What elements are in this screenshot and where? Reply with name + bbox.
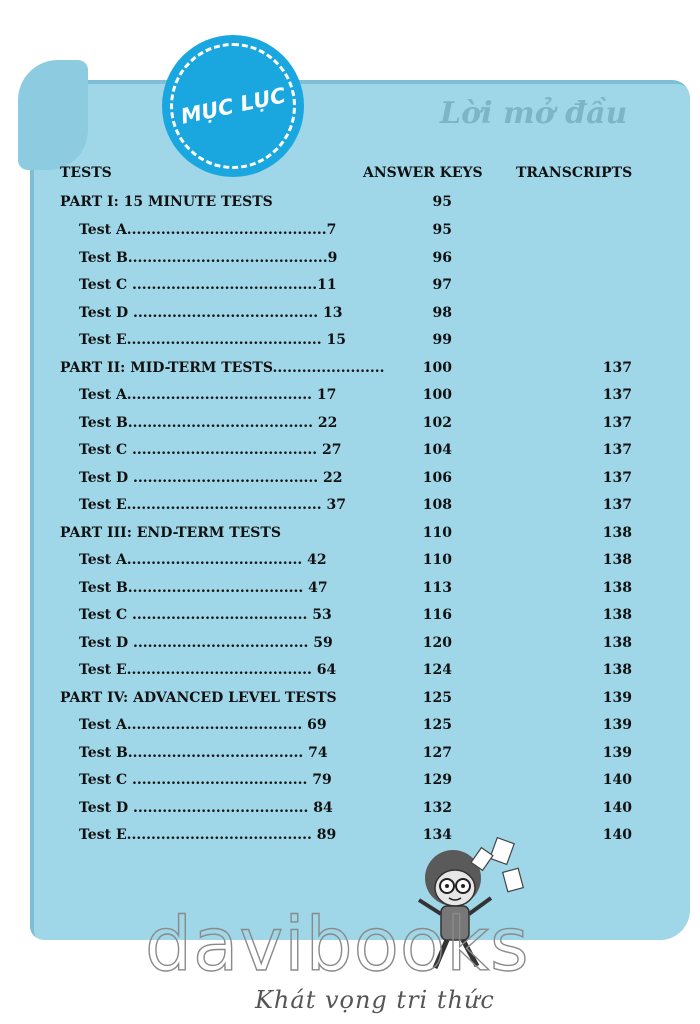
- answer-page: 100: [422, 387, 452, 403]
- brand-watermark: davibooks: [145, 902, 530, 988]
- transcript-page: 138: [602, 607, 632, 623]
- toc-part-row[interactable]: [0, 525, 700, 549]
- transcript-page: 137: [602, 442, 632, 458]
- answer-page: 129: [422, 772, 452, 788]
- test-label: Test D ...................................... 22: [79, 470, 343, 486]
- toc-header-row: [0, 165, 700, 189]
- toc-test-row[interactable]: [0, 222, 700, 246]
- answer-page: 102: [422, 415, 452, 431]
- toc-test-row[interactable]: [0, 607, 700, 631]
- transcript-page: 139: [602, 745, 632, 761]
- answer-page: 110: [422, 525, 452, 541]
- answer-page: 104: [422, 442, 452, 458]
- toc-test-row[interactable]: [0, 470, 700, 494]
- test-label: Test B...................................... 22: [79, 415, 338, 431]
- toc-test-row[interactable]: [0, 497, 700, 521]
- toc-test-row[interactable]: [0, 250, 700, 274]
- toc-test-row[interactable]: [0, 277, 700, 301]
- toc-test-row[interactable]: [0, 332, 700, 356]
- answer-page: 120: [422, 635, 452, 651]
- answer-page: 106: [422, 470, 452, 486]
- header-answer-keys: ANSWER KEYS: [363, 165, 483, 181]
- badge-title: MỤC LỤC: [178, 83, 288, 129]
- answer-page: 95: [432, 222, 452, 238]
- part-title: PART II: MID-TERM TESTS.......................: [60, 360, 385, 376]
- test-label: Test E........................................ 15: [79, 332, 346, 348]
- transcript-page: 137: [602, 497, 632, 513]
- header-tests: TESTS: [60, 165, 112, 181]
- test-label: Test D .................................... 59: [79, 635, 333, 651]
- toc-test-row[interactable]: [0, 717, 700, 741]
- transcript-page: 138: [602, 662, 632, 678]
- transcript-page: 138: [602, 580, 632, 596]
- toc-test-row[interactable]: [0, 662, 700, 686]
- toc-part-row[interactable]: [0, 690, 700, 714]
- toc-test-row[interactable]: [0, 745, 700, 769]
- toc-test-row[interactable]: [0, 772, 700, 796]
- answer-page: 116: [422, 607, 452, 623]
- transcript-page: 137: [602, 470, 632, 486]
- test-label: Test A...................................... 17: [79, 387, 337, 403]
- answer-page: 100: [422, 360, 452, 376]
- test-label: Test C ...................................... 27: [79, 442, 342, 458]
- toc-test-row[interactable]: [0, 387, 700, 411]
- answer-page: 97: [432, 277, 452, 293]
- answer-page: 95: [432, 194, 452, 210]
- transcript-page: 139: [602, 690, 632, 706]
- test-label: Test B.................................... 74: [79, 745, 328, 761]
- header-transcripts: TRANSCRIPTS: [516, 165, 633, 181]
- answer-page: 99: [432, 332, 452, 348]
- transcript-page: 138: [602, 552, 632, 568]
- part-title: PART I: 15 MINUTE TESTS: [60, 194, 273, 210]
- toc-part-row[interactable]: [0, 194, 700, 218]
- transcript-page: 138: [602, 525, 632, 541]
- toc-test-row[interactable]: [0, 442, 700, 466]
- test-label: Test E........................................ 37: [79, 497, 346, 513]
- answer-page: 110: [422, 552, 452, 568]
- transcript-page: 140: [602, 827, 632, 843]
- transcript-page: 138: [602, 635, 632, 651]
- answer-page: 132: [422, 800, 452, 816]
- answer-page: 127: [422, 745, 452, 761]
- toc-test-row[interactable]: [0, 635, 700, 659]
- test-label: Test D .................................... 84: [79, 800, 333, 816]
- toc-test-row[interactable]: [0, 580, 700, 604]
- test-label: Test C .................................... 53: [79, 607, 332, 623]
- test-label: Test B.................................... 47: [79, 580, 328, 596]
- answer-page: 96: [432, 250, 452, 266]
- answer-page: 98: [432, 305, 452, 321]
- part-title: PART III: END-TERM TESTS: [60, 525, 281, 541]
- toc-test-row[interactable]: [0, 415, 700, 439]
- toc-part-row[interactable]: [0, 360, 700, 384]
- test-label: Test A.................................... 69: [79, 717, 327, 733]
- transcript-page: 139: [602, 717, 632, 733]
- answer-page: 113: [422, 580, 452, 596]
- transcript-page: 137: [602, 360, 632, 376]
- transcript-page: 140: [602, 772, 632, 788]
- test-label: Test E...................................... 64: [79, 662, 337, 678]
- transcript-page: 137: [602, 387, 632, 403]
- answer-page: 134: [422, 827, 452, 843]
- transcript-page: 137: [602, 415, 632, 431]
- toc-test-row[interactable]: [0, 305, 700, 329]
- toc-test-row[interactable]: [0, 552, 700, 576]
- test-label: Test A.................................... 42: [79, 552, 327, 568]
- transcript-page: 140: [602, 800, 632, 816]
- toc-test-row[interactable]: [0, 827, 700, 851]
- test-label: Test C .................................... 79: [79, 772, 332, 788]
- test-label: Test C ......................................11: [79, 277, 337, 293]
- toc-test-row[interactable]: [0, 800, 700, 824]
- test-label: Test B.........................................9: [79, 250, 338, 266]
- answer-page: 125: [422, 717, 452, 733]
- test-label: Test A.........................................7: [79, 222, 337, 238]
- answer-page: 108: [422, 497, 452, 513]
- brand-tagline: Khát vọng tri thức: [255, 986, 495, 1014]
- answer-page: 125: [422, 690, 452, 706]
- answer-page: 124: [422, 662, 452, 678]
- test-label: Test E...................................... 89: [79, 827, 337, 843]
- background-heading: Lời mở đầu: [440, 96, 628, 131]
- part-title: PART IV: ADVANCED LEVEL TESTS: [60, 690, 337, 706]
- test-label: Test D ...................................... 13: [79, 305, 343, 321]
